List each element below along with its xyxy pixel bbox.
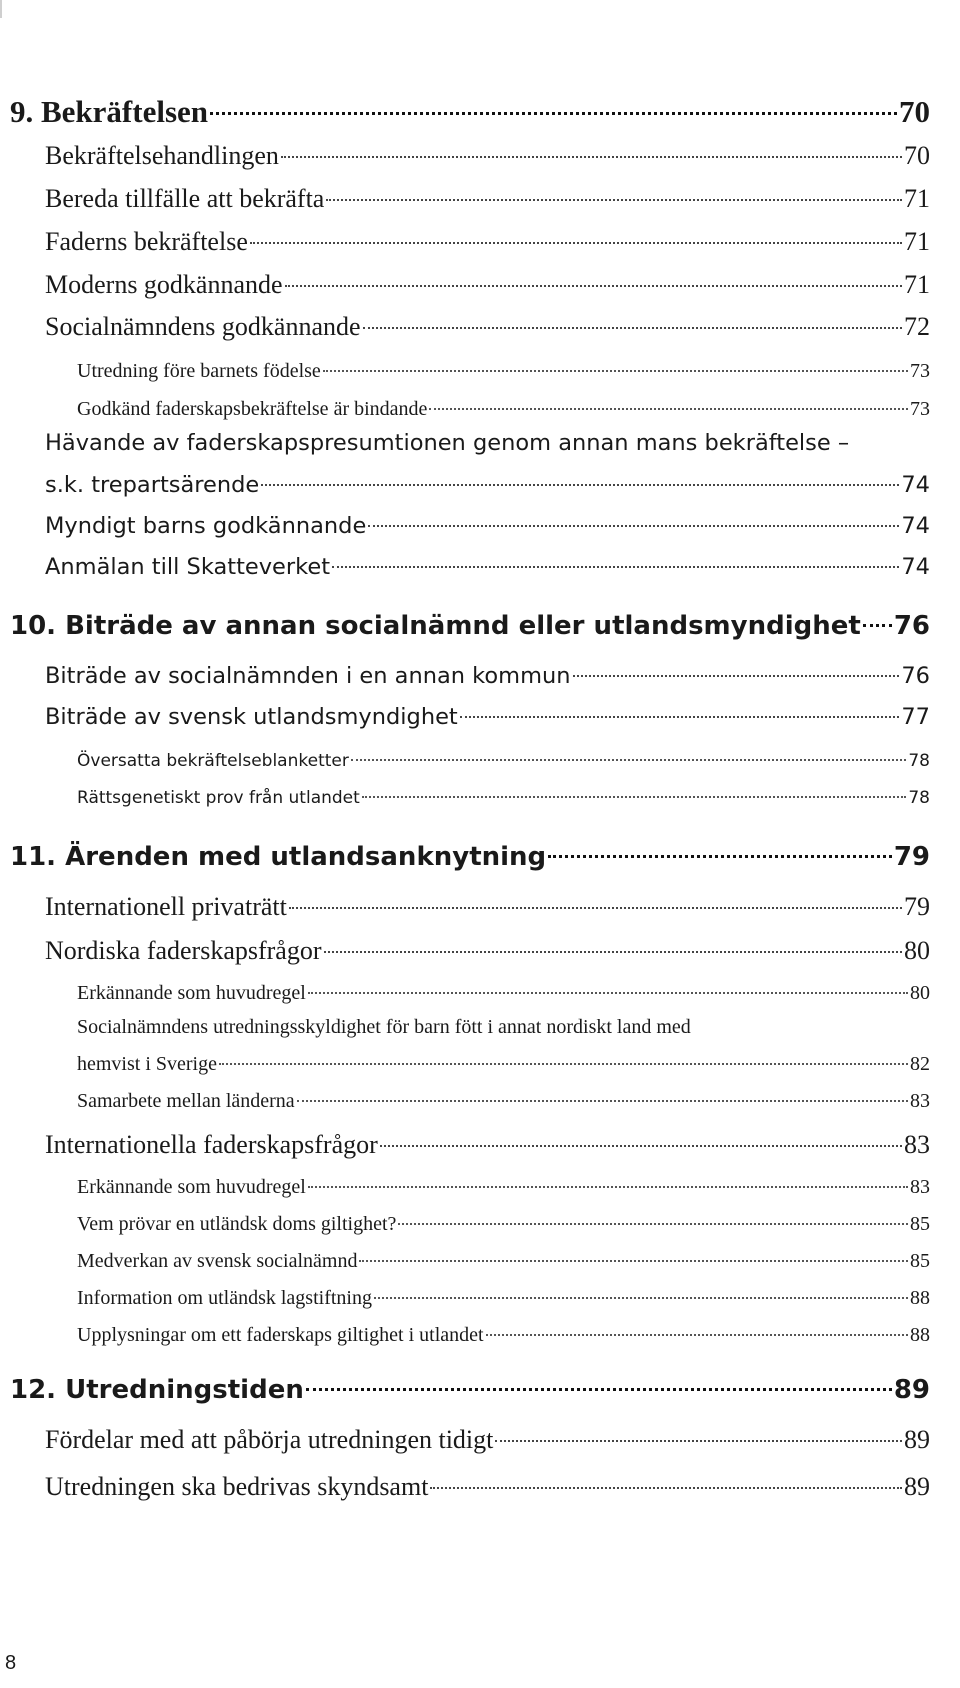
toc-entry[interactable]: Bekräftelsehandlingen 70 bbox=[45, 141, 930, 170]
dot-leader bbox=[863, 624, 892, 627]
toc-subentry[interactable]: Erkännande som huvudregel 83 bbox=[77, 1176, 930, 1198]
dot-leader bbox=[398, 1223, 908, 1225]
dot-leader bbox=[486, 1334, 908, 1336]
toc-entry[interactable]: Utredningen ska bedrivas skyndsamt 89 bbox=[45, 1472, 930, 1501]
dot-leader bbox=[351, 759, 907, 761]
dot-leader bbox=[430, 1487, 902, 1489]
toc-entry[interactable]: Biträde av svensk utlandsmyndighet 77 bbox=[45, 704, 930, 730]
dot-leader bbox=[308, 992, 908, 994]
toc-subentry[interactable]: Godkänd faderskapsbekräftelse är bindande 73 bbox=[77, 398, 930, 420]
dot-leader bbox=[297, 1100, 908, 1102]
toc-entry[interactable]: Internationella faderskapsfrågor 83 bbox=[45, 1130, 930, 1159]
dot-leader bbox=[289, 907, 902, 909]
dot-leader bbox=[374, 1297, 908, 1299]
toc-entry[interactable]: Fördelar med att påbörja utredningen tidigt 89 bbox=[45, 1425, 930, 1454]
toc-subentry[interactable]: Samarbete mellan länderna 83 bbox=[77, 1090, 930, 1112]
toc-subentry[interactable]: Utredning före barnets födelse 73 bbox=[77, 360, 930, 382]
toc-entry[interactable]: Moderns godkännande 71 bbox=[45, 270, 930, 299]
toc-subentry[interactable]: Vem prövar en utländsk doms giltighet? 85 bbox=[77, 1213, 930, 1235]
toc-entry[interactable]: Internationell privaträtt 79 bbox=[45, 892, 930, 921]
dot-leader bbox=[219, 1063, 908, 1065]
toc-entry[interactable]: Myndigt barns godkännande 74 bbox=[45, 513, 930, 539]
dot-leader bbox=[332, 566, 899, 568]
toc-entry[interactable]: Bereda tillfälle att bekräfta 71 bbox=[45, 184, 930, 213]
toc-entry[interactable]: Faderns bekräftelse 71 bbox=[45, 227, 930, 256]
toc-subentry[interactable]: Upplysningar om ett faderskaps giltighet i utlandet 88 bbox=[77, 1324, 930, 1346]
dot-leader bbox=[429, 408, 908, 410]
dot-leader bbox=[495, 1440, 902, 1442]
toc-entry[interactable]: Socialnämndens godkännande 72 bbox=[45, 312, 930, 341]
toc-subentry[interactable]: Rättsgenetiskt prov från utlandet 78 bbox=[77, 788, 930, 808]
dot-leader bbox=[250, 242, 902, 244]
toc-chapter-9[interactable]: 9. Bekräftelsen 70 bbox=[10, 94, 930, 129]
dot-leader bbox=[368, 525, 899, 527]
toc-entry[interactable]: s.k. trepartsärende 74 bbox=[45, 472, 930, 498]
toc-subentry[interactable]: Information om utländsk lagstiftning 88 bbox=[77, 1287, 930, 1309]
toc-subentry[interactable]: Översatta bekräftelseblanketter 78 bbox=[77, 751, 930, 771]
toc-subentry[interactable]: hemvist i Sverige 82 bbox=[77, 1053, 930, 1075]
toc-entry-line1[interactable]: Hävande av faderskapspresumtionen genom annan mans bekräftelse – bbox=[45, 430, 850, 456]
dot-leader bbox=[548, 855, 892, 858]
toc-subentry-line1[interactable]: Socialnämndens utredningsskyldighet för barn fött i annat nordiskt land med bbox=[77, 1016, 691, 1038]
dot-leader bbox=[285, 285, 902, 287]
dot-leader bbox=[306, 1388, 892, 1391]
dot-leader bbox=[281, 156, 902, 158]
dot-leader bbox=[362, 796, 907, 798]
toc-chapter-12[interactable]: 12. Utredningstiden 89 bbox=[10, 1375, 930, 1405]
toc-entry[interactable]: Anmälan till Skatteverket 74 bbox=[45, 554, 930, 580]
toc-subentry[interactable]: Medverkan av svensk socialnämnd 85 bbox=[77, 1250, 930, 1272]
dot-leader bbox=[210, 112, 897, 115]
dot-leader bbox=[359, 1260, 908, 1262]
dot-leader bbox=[363, 327, 902, 329]
page-number: 8 bbox=[5, 1652, 17, 1674]
toc-entry[interactable]: Biträde av socialnämnden i en annan kommun 76 bbox=[45, 663, 930, 689]
dot-leader bbox=[323, 370, 908, 372]
dot-leader bbox=[308, 1186, 908, 1188]
toc-chapter-10[interactable]: 10. Biträde av annan socialnämnd eller utlandsmyndighet 76 bbox=[10, 611, 930, 641]
dot-leader bbox=[261, 484, 899, 486]
dot-leader bbox=[460, 716, 900, 718]
toc-chapter-11[interactable]: 11. Ärenden med utlandsanknytning 79 bbox=[10, 842, 930, 872]
toc-subentry[interactable]: Erkännande som huvudregel 80 bbox=[77, 982, 930, 1004]
toc-entry[interactable]: Nordiska faderskapsfrågor 80 bbox=[45, 936, 930, 965]
dot-leader bbox=[573, 675, 900, 677]
dot-leader bbox=[326, 199, 902, 201]
dot-leader bbox=[324, 951, 902, 953]
dot-leader bbox=[380, 1145, 902, 1147]
